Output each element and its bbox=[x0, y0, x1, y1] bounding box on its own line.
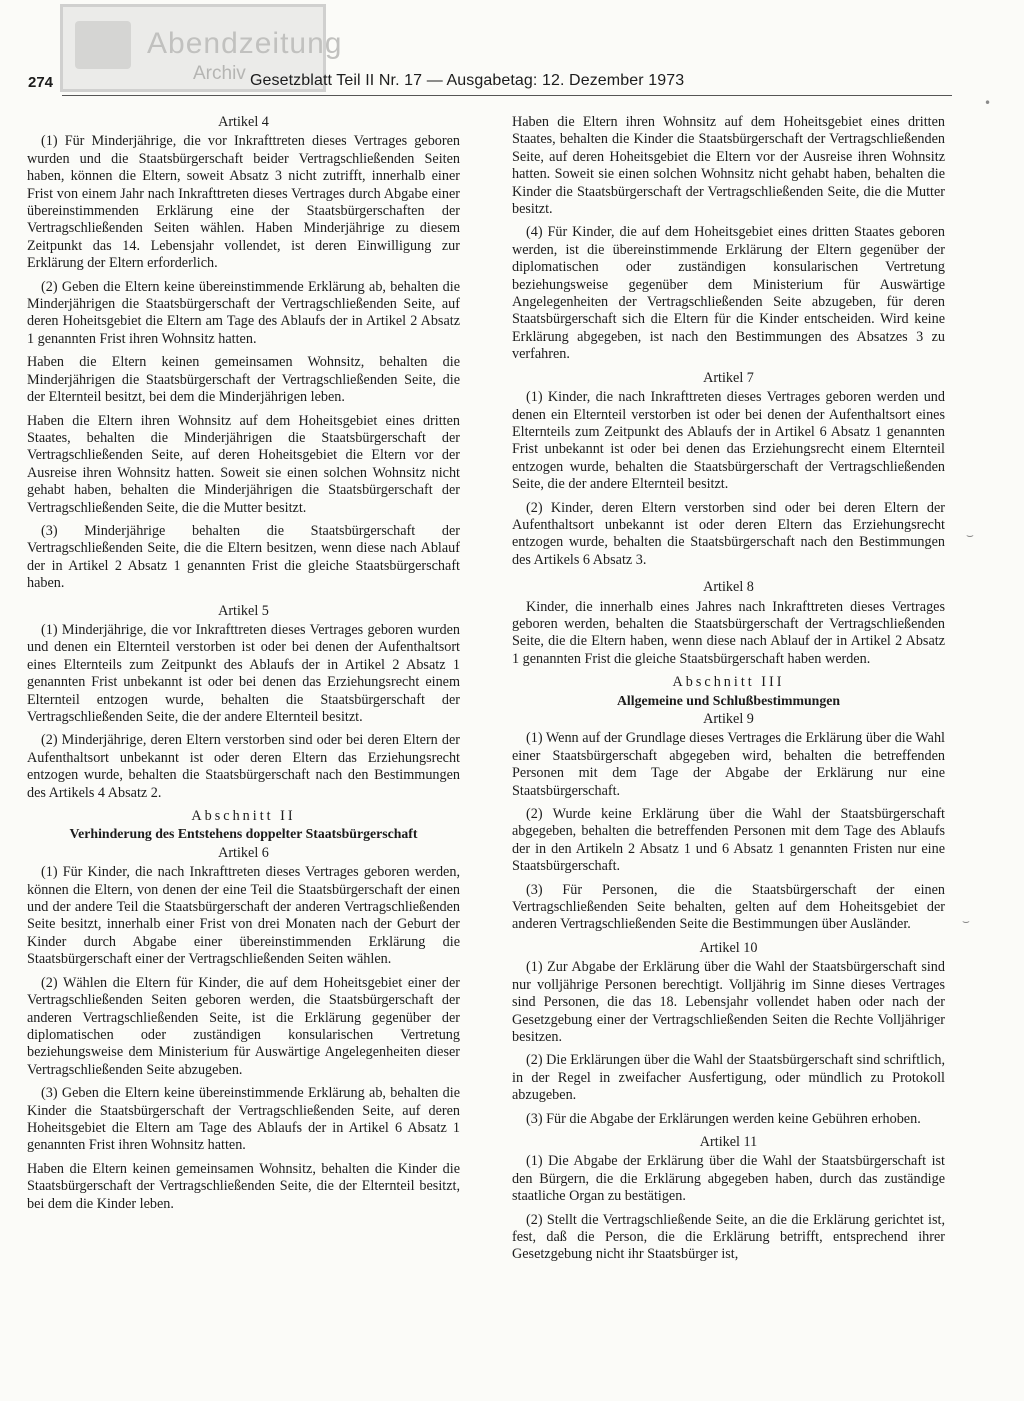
section-2-label: Abschnitt II bbox=[191, 808, 296, 825]
article-5-paragraph-1: (1) Minderjährige, die vor Inkrafttreten dieses Vertrages geboren wurden und denen ein Elternteil verstorben ist oder bei denen der Aufenthaltsort eines Elternteils zum Zeitpunkt des Ablaufs der in Artikel 2 Absatz 1 genannten Frist unbekannt ist oder bei denen das Erziehungsrecht einem Elternteil entzogen wurde, behalten die Staatsbürgerschaft der Vertragschließenden Seite, die der andere Elternteil besitzt. bbox=[27, 621, 460, 725]
left-column bbox=[27, 114, 460, 1219]
article-4-paragraph-1: (1) Für Minderjährige, die vor Inkrafttreten dieses Vertrages geboren wurden und die Staatsbürgerschaft beider Vertragschließenden Seiten haben, können die Eltern, soweit Absatz 3 nicht zutrifft, innerhalb einer Frist von einem Jahr nach Inkrafttreten dieses Vertrages durch Abgabe einer übereinstimmenden Erklärung eine der Staatsbürgerschaften der Vertragschließenden Seiten wählen. Haben Minderjährige zu diesem Zeitpunkt das 14. Lebensjahr vollendet, ist deren Einwilligung zur Erklärung der Eltern erforderlich. bbox=[27, 133, 460, 272]
article-9-heading: Artikel 9 bbox=[703, 711, 754, 727]
article-4-paragraph-5: (3) Minderjährige behalten die Staatsbürgerschaft der Vertragschließenden Seite, die die Eltern besitzen, wenn diese nach Ablauf der in Artikel 2 Absatz 1 genannten Frist die gleiche Staatsbürgerschaft haben. bbox=[27, 522, 460, 592]
article-6-paragraph-6: (4) Für Kinder, die auf dem Hoheitsgebiet eines dritten Staates geboren werden, ist die übereinstimmende Erklärung der Eltern gegenüber der diplomatischen oder zuständigen konsularischen Vertretung beziehungsweise gegenüber dem Ministerium für Auswärtige Angelegenheiten der Vertragschließenden Seite abzugeben, für deren Staatsbürgerschaft sich die Eltern für die Kinder entscheiden. Wird keine Erklärung abgegeben, ist nach den Bestimmungen des Absatzes 3 zu verfahren. bbox=[512, 224, 945, 363]
article-5-paragraph-2: (2) Minderjährige, deren Eltern verstorben sind oder bei deren Eltern der Aufenthaltsort unbekannt ist oder deren Eltern das Erziehungsrecht entzogen wurde, behalten die Staatsbürgerschaft nach den Bestimmungen des Artikels 4 Absatz 2. bbox=[27, 732, 460, 801]
article-11-heading: Artikel 11 bbox=[699, 1133, 758, 1150]
right-column bbox=[512, 114, 945, 1270]
article-6-paragraph-2: (2) Wählen die Eltern für Kinder, die auf dem Hoheitsgebiet einer der Vertragschließenden Seiten geboren werden, die Staatsbürgerschaft der anderen Vertragschließenden Seite, ist die Erklärung gegenüber der diplomatischen oder zuständigen konsularischen Vertretung beziehungsweise dem Ministerium für Auswärtige Angelegenheiten dieser Vertragschließenden Seite abzugeben. bbox=[27, 974, 460, 1078]
article-5-heading: Artikel 5 bbox=[218, 602, 269, 619]
section-3-title: Allgemeine und Schlußbestimmungen bbox=[616, 692, 841, 708]
article-6-heading: Artikel 6 bbox=[218, 844, 269, 861]
article-11-paragraph-1: (1) Die Abgabe der Erklärung über die Wahl der Staatsbürgerschaft ist den Bürgern, die die Erklärung abgegeben haben, durch das zuständige staatliche Organ zu bestätigen. bbox=[512, 1153, 945, 1205]
page-number: 274 bbox=[28, 74, 54, 91]
article-7-paragraph-1: (1) Kinder, die nach Inkrafttreten dieses Vertrages geboren werden und denen ein Elternteil verstorben ist oder bei denen der Aufenthaltsort eines Elternteils zum Zeitpunkt des Ablaufs der in Artikel 6 Absatz 1 genannten Frist unbekannt ist oder bei denen das Erziehungsrecht einem Elternteil entzogen wurde, behalten die Staatsbürgerschaft der Vertragschließenden Seite, die der andere Elternteil besitzt. bbox=[512, 389, 945, 493]
article-7-heading: Artikel 7 bbox=[703, 369, 754, 386]
article-10-paragraph-3: (3) Für die Abgabe der Erklärungen werden keine Gebühren erhoben. bbox=[526, 1110, 921, 1127]
article-9-paragraph-2: (2) Wurde keine Erklärung über die Wahl der Staatsbürgerschaft abgegeben, behalten die betreffenden Personen mit dem Tage des Ablaufs der in den Artikeln 2 Absatz 1 und 6 Absatz 1 genannten Fristen nur eine Staatsbürgerschaft. bbox=[512, 806, 945, 875]
article-10-paragraph-1: (1) Zur Abgabe der Erklärung über die Wahl der Staatsbürgerschaft sind nur volljährige Personen berechtigt. Volljährig im Sinne dieses Vertrages sind Personen, die das 18. Lebensjahr vollendet haben oder nach der Gesetzgebung einer der Vertragschließenden Seiten die Rechte Volljähriger besitzen. bbox=[512, 959, 945, 1045]
stamp-logo bbox=[75, 21, 131, 69]
stamp-text-top: Abendzeitung bbox=[147, 27, 343, 60]
section-3-label: Abschnitt III bbox=[672, 674, 785, 691]
article-7-paragraph-2: (2) Kinder, deren Eltern verstorben sind oder bei deren Eltern der Aufenthaltsort unbekannt ist oder deren Eltern das Erziehungsrecht entzogen wurde, behalten die Staatsbürgerschaft nach den Bestimmungen des Artikels 6 Absatz 3. bbox=[512, 499, 945, 568]
stamp-text-bottom: Archiv bbox=[193, 63, 246, 84]
article-6-paragraph-4: Haben die Eltern keinen gemeinsamen Wohnsitz, behalten die Kinder die Staatsbürgerschaft der Vertragschließenden Seite, die der Elternteil besitzt, bei dem die Kinder leben. bbox=[27, 1160, 460, 1212]
article-4-paragraph-2: (2) Geben die Eltern keine übereinstimmende Erklärung ab, behalten die Minderjährigen die Staatsbürgerschaft der Vertragschließenden Seite, auf deren Hoheitsgebiet die Eltern am Tage des Ablaufs der in Artikel 2 Absatz 1 genannten Frist ihren Wohnsitz hatten. bbox=[27, 278, 460, 347]
article-8-heading: Artikel 8 bbox=[703, 579, 754, 596]
article-9-paragraph-1: (1) Wenn auf der Grundlage dieses Vertrages die Erklärung über die Wahl einer Staatsbürgerschaft abgegeben wird, behalten die betreffenden Personen mit dem Tage der Abgabe der Erklärung nur eine Staatsbürgerschaft. bbox=[512, 730, 945, 799]
article-9-paragraph-3: (3) Für Personen, die die Staatsbürgerschaft der einen Vertragschließenden Seite behalten, gelten auf dem Hoheitsgebiet der anderen Vertragschließenden Seite die Bestimmungen über Ausländer. bbox=[512, 881, 945, 933]
article-6-paragraph-5: Haben die Eltern ihren Wohnsitz auf dem Hoheitsgebiet eines dritten Staates, behalten die Kinder die Staatsbürgerschaft der Vertragschließenden Seite, auf deren Hoheitsgebiet die Eltern vor der Ausreise ihren Wohnsitz hatten. Soweit sie einen solchen Wohnsitz nicht gehabt haben, behalten die Kinder die Staatsbürgerschaft der Vertragschließenden Seite, die die Mutter besitzt. bbox=[512, 114, 945, 218]
article-10-heading: Artikel 10 bbox=[699, 939, 758, 956]
margin-tick: ⌣ bbox=[966, 528, 974, 542]
article-4-paragraph-4: Haben die Eltern ihren Wohnsitz auf dem Hoheitsgebiet eines dritten Staates, behalten die Minderjährigen die Staatsbürgerschaft der Vertragschließenden Seite, auf deren Hoheitsgebiet die Eltern vor der Ausreise ihren Wohnsitz hatten. Soweit sie einen solchen Wohnsitz nicht gehabt haben, behalten die Minderjährigen die Staatsbürgerschaft der Vertragschließenden Seite, die die Mutter besitzt. bbox=[27, 412, 460, 516]
margin-tick: ⌣ bbox=[962, 914, 970, 928]
article-11-paragraph-2: (2) Stellt die Vertragschließende Seite, an die die Erklärung gerichtet ist, fest, daß die Person, die die Erklärung betrifft, entsprechend ihrer Gesetzgebung nicht ihr Staatsbürger ist, bbox=[512, 1211, 945, 1263]
article-4-heading: Artikel 4 bbox=[218, 114, 269, 130]
header-rule bbox=[62, 95, 952, 96]
article-8-paragraph-1: Kinder, die innerhalb eines Jahres nach Inkrafttreten dieses Vertrages geboren werden, behalten die Staatsbürgerschaft der Vertragschließenden Seite, die die Eltern haben, wenn diese nach Ablauf der in Artikel 2 Absatz 1 genannten Frist die gleiche Staatsbürgerschaft haben werden. bbox=[512, 598, 945, 667]
article-4-paragraph-3: Haben die Eltern keinen gemeinsamen Wohnsitz, behalten die Minderjährigen die Staatsbürgerschaft der Vertragschließenden Seite, die der Elternteil besitzt, bei dem die Minderjährigen leben. bbox=[27, 354, 460, 406]
running-head: Gesetzblatt Teil II Nr. 17 — Ausgabetag: 12. Dezember 1973 bbox=[250, 72, 685, 89]
article-10-paragraph-2: (2) Die Erklärungen über die Wahl der Staatsbürgerschaft sind schriftlich, in der Regel in zweifacher Ausfertigung, oder mündlich zu Protokoll abzugeben. bbox=[512, 1052, 945, 1104]
section-2-title: Verhinderung des Entstehens doppelter Staatsbürgerschaft bbox=[69, 826, 418, 842]
margin-dot: • bbox=[984, 96, 992, 110]
article-6-paragraph-3: (3) Geben die Eltern keine übereinstimmende Erklärung ab, behalten die Kinder die Staatsbürgerschaft der Vertragschließenden Seite, auf deren Hoheitsgebiet die Eltern am Tage des Ablaufs der in Artikel 6 Absatz 1 genannten Frist ihren Wohnsitz hatten. bbox=[27, 1085, 460, 1154]
article-6-paragraph-1: (1) Für Kinder, die nach Inkrafttreten dieses Vertrages geboren werden, können die Eltern, von denen der eine Teil die Staatsbürgerschaft der einen und der andere Teil die Staatsbürgerschaft der anderen Vertragschließenden Seite besitzt, innerhalb einer Frist von drei Monaten nach der Geburt der Kinder durch Abgabe einer übereinstimmenden Erklärung die Staatsbürgerschaft einer der Vertragschließenden Seiten wählen. bbox=[27, 864, 460, 968]
